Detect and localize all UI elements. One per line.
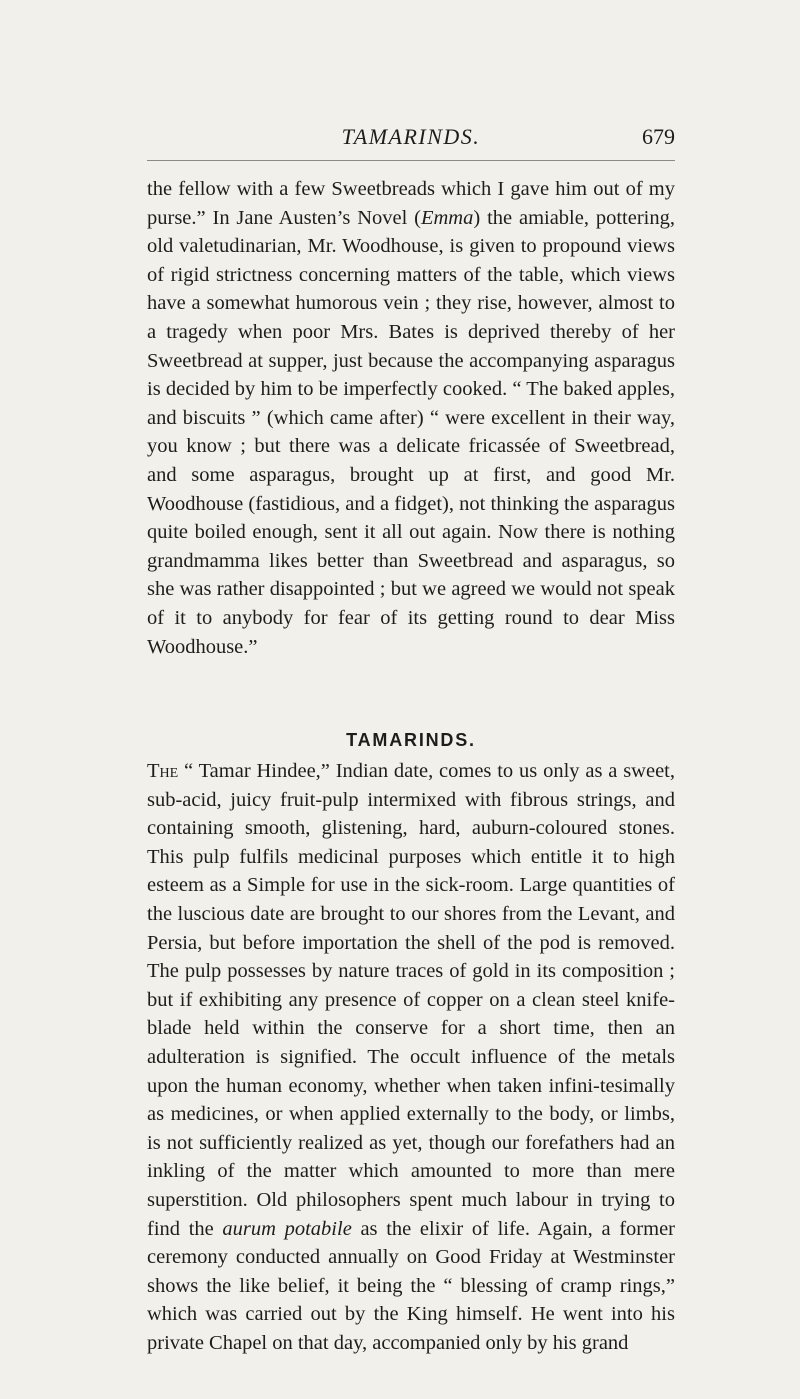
body-text-lower	[147, 757, 675, 1357]
paragraph-tamarinds	[147, 757, 675, 1357]
running-header	[147, 122, 675, 161]
paragraph-sweetbreads	[147, 175, 675, 661]
italic-aurum-potabile: aurum potabile	[222, 1217, 352, 1240]
section-heading: TAMARINDS.	[346, 730, 476, 750]
paragraph-lead-word: The	[147, 760, 179, 782]
italic-emma: Emma	[420, 206, 474, 229]
running-title: TAMARINDS.	[341, 124, 481, 149]
paragraph-text: the fellow with a few Sweetbreads which I gave him out of my purse.” In Jane Austen’s Novel (	[147, 178, 675, 229]
paragraph-text-continued: as the elixir of life. Again, a former ceremony conducted annually on Good Friday at Westminster shows the like belief, it being the “ blessing of cramp rings,” which was carried out by the King himself. He went into his private Chapel on that day, accompanied only by his grand	[147, 1217, 675, 1354]
body-text-upper	[147, 175, 675, 661]
page-number: 679	[642, 124, 675, 149]
paragraph-text-continued: ) the amiable, pottering, old valetudinarian, Mr. Woodhouse, is given to propound views of rigid strictness concerning matters of the table, which views have a somewhat humorous vein ; they rise, however, almost to a tragedy when poor Mrs. Bates is deprived thereby of her Sweetbread at supper, just because the accompanying asparagus is decided by him to be imperfectly cooked. “ The baked apples, and biscuits ” (which came after) “ were excellent in their way, you know ; but there was a delicate fricassée of Sweetbread, and some asparagus, brought up at first, and good Mr. Woodhouse (fastidious, and a fidget), not thinking the asparagus quite boiled enough, sent it all out again. Now there is nothing grandmamma likes better than Sweetbread and asparagus, so she was rather disappointed ; but we agreed we would not speak of it to anybody for fear of its getting round to dear Miss Woodhouse.”	[147, 206, 675, 658]
paragraph-text: “ Tamar Hindee,” Indian date, comes to us only as a sweet, sub-acid, juicy fruit-pulp intermixed with fibrous strings, and containing smooth, glistening, hard, auburn-coloured stones. This pulp fulfils medicinal purposes which entitle it to high esteem as a Simple for use in the sick-room. Large quantities of the luscious date are brought to our shores from the Levant, and Persia, but before importation the shell of the pod is removed. The pulp possesses by nature traces of gold in its composition ; but if exhibiting any presence of copper on a clean steel knife-blade held within the conserve for a short time, then an adulteration is signified. The occult influence of the metals upon the human economy, whether when taken infini-tesimally as medicines, or when applied externally to the body, or limbs, is not sufficiently realized as yet, though our forefathers had an inkling of the matter which amounted to more than mere superstition. Old philosophers spent much labour in trying to find the	[147, 760, 675, 1240]
